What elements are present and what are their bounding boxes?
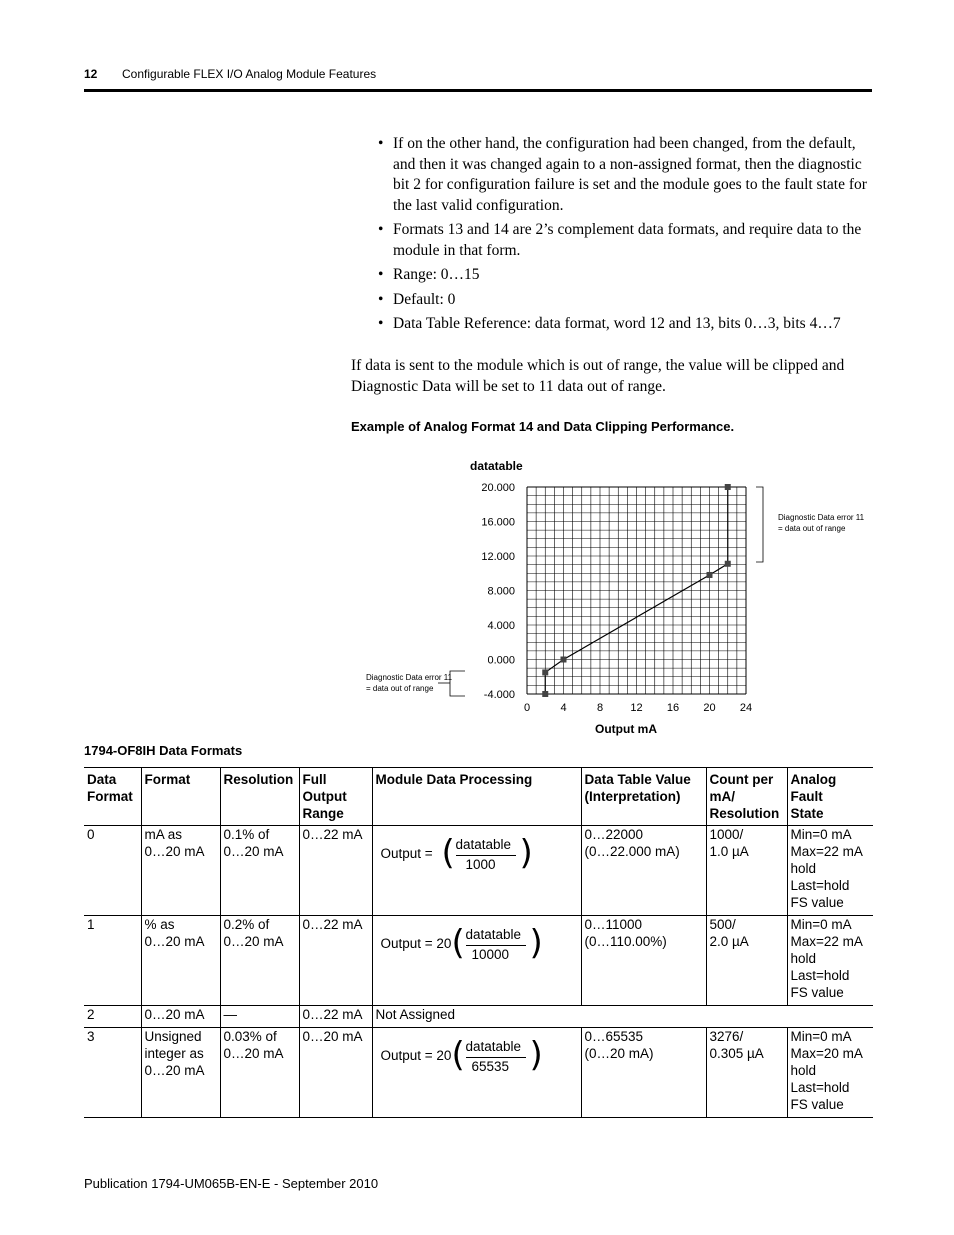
cell-format: 0…20 mA [141, 1006, 220, 1028]
bullet-list [378, 134, 878, 339]
table-row [84, 916, 873, 1006]
formula: Output = 20 ( datatable 10000 ) [380, 923, 543, 963]
cell-format: % as 0…20 mA [141, 916, 220, 1006]
cell-fault: Min=0 mA Max=22 mA hold Last=hold FS value [787, 826, 873, 916]
cell-fault: Min=0 mA Max=22 mA hold Last=hold FS value [787, 916, 873, 1006]
x-tick-label: 0 [523, 702, 531, 714]
header-processing: Module Data Processing [372, 768, 581, 826]
data-point [725, 484, 731, 490]
clipping-chart [350, 450, 870, 750]
cell-format: mA as 0…20 mA [141, 826, 220, 916]
annotation-text: = data out of range [778, 524, 846, 533]
cell-resolution: 0.2% of 0…20 mA [220, 916, 299, 1006]
cell-processing [372, 1028, 581, 1118]
table-caption: 1794-OF8IH Data Formats [84, 743, 243, 758]
bullet-item: • Range: 0…15 [378, 266, 480, 283]
header-fault: Analog Fault State [787, 768, 873, 826]
chart-grid [527, 487, 746, 694]
cell-range: 0…22 mA [299, 916, 372, 1006]
header-range: Full Output Range [299, 768, 372, 826]
cell-processing [372, 826, 581, 916]
bullet-item: • If on the other hand, the configuration had been changed, from the default, and then it was changed again to a non-assigned format, then the diagnostic bit 2 for configuration failure is set and the module goes to the fault state for the last valid configuration. [378, 135, 867, 214]
cell-value: 0…11000 (0…110.00%) [581, 916, 706, 1006]
cell-value: 0…22000 (0…22.000 mA) [581, 826, 706, 916]
page-number: 12 [84, 67, 98, 81]
annotation-bottom-left [366, 671, 465, 696]
cell-data-format: 1 [84, 916, 141, 1006]
cell-count: 3276/ 0.305 µA [706, 1028, 787, 1118]
annotation-text: Diagnostic Data error 11 [778, 513, 865, 522]
x-tick-label: 8 [596, 702, 604, 714]
figure-caption: Example of Analog Format 14 and Data Clipping Performance. [351, 419, 735, 434]
cell-resolution: — [220, 1006, 299, 1028]
header-count: Count per mA/ Resolution [706, 768, 787, 826]
chart-y-ticks [481, 482, 515, 701]
x-tick-label: 12 [630, 702, 643, 714]
chart-y-label: datatable [470, 459, 523, 473]
header-format: Format [141, 768, 220, 826]
cell-resolution: 0.03% of 0…20 mA [220, 1028, 299, 1118]
cell-count: 500/ 2.0 µA [706, 916, 787, 1006]
x-tick-label: 24 [739, 702, 753, 714]
footer-publication: Publication 1794-UM065B-EN-E - September 2010 [84, 1176, 379, 1191]
data-point [707, 572, 713, 578]
y-tick-label: 0.000 [487, 654, 515, 667]
header-rule [84, 89, 872, 92]
table-row [84, 1006, 873, 1028]
y-tick-label: 4.000 [487, 620, 515, 632]
body-paragraph: If data is sent to the module which is out of range, the value will be clipped and Diagnostic Data will be set to 11 data out of range. [351, 357, 845, 395]
y-tick-label: 20.000 [481, 482, 515, 494]
bullet-item: • Formats 13 and 14 are 2’s complement data formats, and require data to the module in that form. [378, 221, 862, 259]
chart-x-ticks [524, 702, 752, 714]
data-point [561, 657, 567, 663]
bullet-item: • Default: 0 [378, 290, 456, 308]
cell-processing: Not Assigned [372, 1006, 873, 1028]
cell-range: 0…22 mA [299, 1006, 372, 1028]
bullet-item: • Data Table Reference: data format, word 12 and 13, bits 0…3, bits 4…7 [378, 315, 841, 332]
formula: Output = ( datatable 1000 ) [380, 833, 533, 873]
y-tick-label: -4.000 [483, 689, 515, 701]
x-tick-label: 4 [560, 702, 567, 714]
y-tick-label: 8.000 [487, 585, 515, 598]
cell-data-format: 0 [84, 826, 141, 916]
x-tick-label: 20 [703, 702, 716, 714]
y-tick-label: 12.000 [481, 551, 515, 563]
running-header-title: Configurable FLEX I/O Analog Module Features [122, 67, 377, 81]
table-row [84, 826, 873, 916]
data-formats-table [84, 767, 873, 1118]
chart-x-label: Output mA [595, 722, 657, 736]
table-row [84, 1028, 873, 1118]
header-data-format: Data Format [84, 768, 141, 826]
cell-range: 0…20 mA [299, 1028, 372, 1118]
cell-count: 1000/ 1.0 µA [706, 826, 787, 916]
formula: Output = 20 ( datatable 65535 ) [380, 1035, 543, 1075]
cell-value: 0…65535 (0…20 mA) [581, 1028, 706, 1118]
x-tick-label: 16 [666, 702, 680, 714]
data-point [542, 669, 548, 675]
cell-fault: Min=0 mA Max=20 mA hold Last=hold FS value [787, 1028, 873, 1118]
table-header-row [84, 768, 873, 826]
cell-data-format: 3 [84, 1028, 141, 1118]
cell-processing [372, 916, 581, 1006]
annotation-top-right [756, 487, 865, 562]
annotation-text: = data out of range [366, 684, 434, 693]
header-resolution: Resolution [220, 768, 299, 826]
cell-resolution: 0.1% of 0…20 mA [220, 826, 299, 916]
data-point [725, 561, 731, 567]
y-tick-label: 16.000 [481, 516, 515, 529]
data-point [542, 691, 548, 697]
header-value: Data Table Value (Interpretation) [581, 768, 706, 826]
cell-data-format: 2 [84, 1006, 141, 1028]
cell-range: 0…22 mA [299, 826, 372, 916]
annotation-text: Diagnostic Data error 11 [366, 673, 453, 682]
cell-format: Unsigned integer as 0…20 mA [141, 1028, 220, 1118]
